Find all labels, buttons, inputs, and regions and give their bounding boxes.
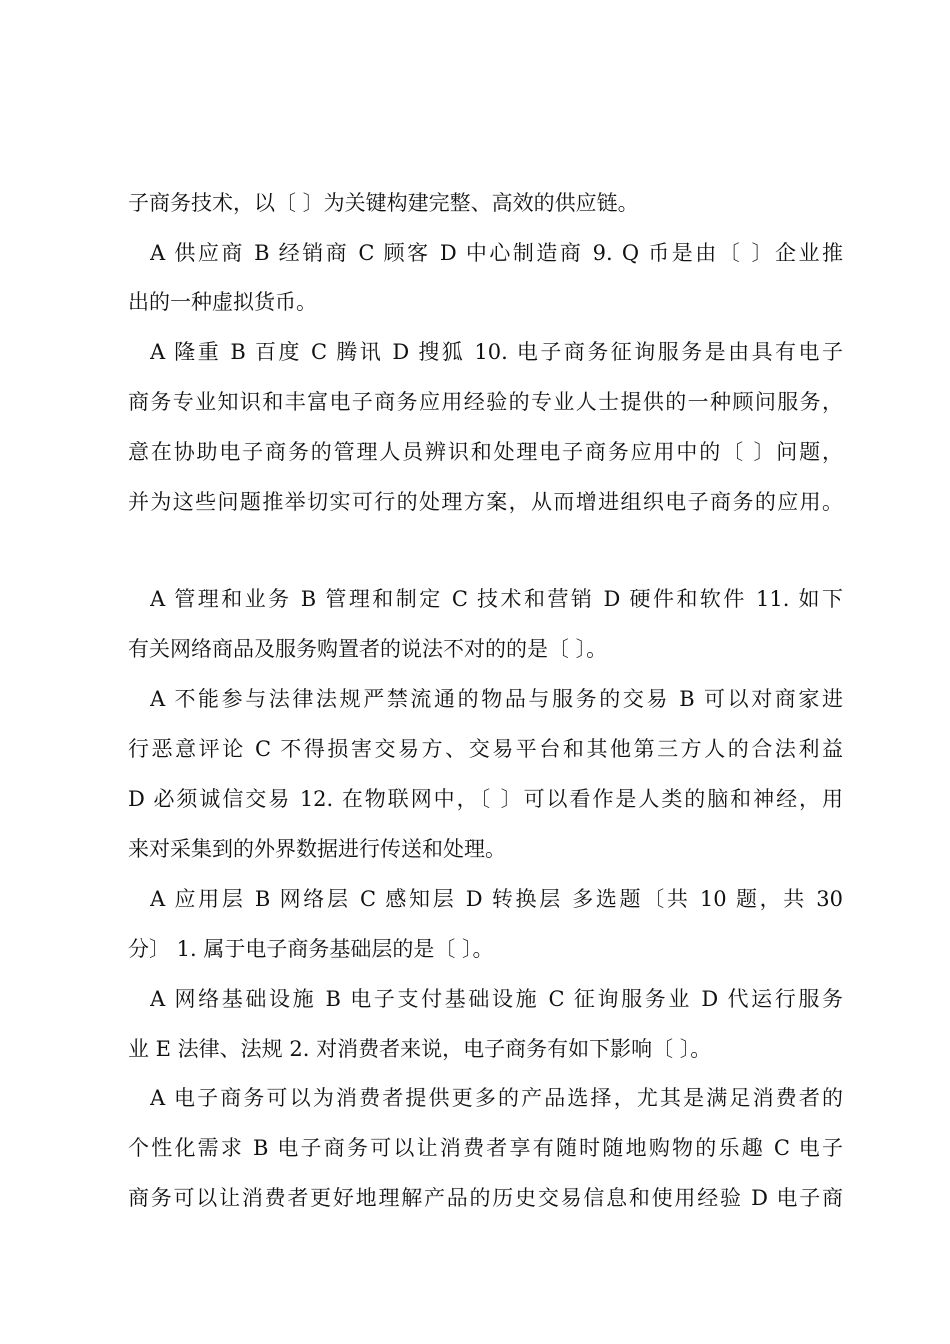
text-line: A 不能参与法律法规严禁流通的物品与服务的交易 B 可以对商家进 [150, 687, 843, 711]
text-line: 个性化需求 B 电子商务可以让消费者享有随时随地购物的乐趣 C 电子 [128, 1136, 843, 1160]
text-line: 出的一种虚拟货币。 [128, 290, 317, 314]
text-line: 意在协助电子商务的管理人员辨识和处理电子商务应用中的〔 〕问题， [128, 440, 843, 464]
text-line: 商务专业知识和丰富电子商务应用经验的专业人士提供的一种顾问服务， [128, 390, 843, 414]
text-line: A 管理和业务 B 管理和制定 C 技术和营销 D 硬件和软件 11. 如下 [150, 587, 843, 611]
text-line: D 必须诚信交易 12. 在物联网中，〔 〕可以看作是人类的脑和神经，用 [128, 787, 843, 811]
text-line: 子商务技术，以〔 〕为关键构建完整、高效的供应链。 [128, 191, 639, 215]
text-line: A 应用层 B 网络层 C 感知层 D 转换层 多选题〔共 10 题，共 30 [150, 887, 843, 911]
text-line: 业 E 法律、法规 2. 对消费者来说，电子商务有如下影响〔 〕。 [128, 1037, 712, 1061]
text-line: 有关网络商品及服务购置者的说法不对的的是〔 〕。 [128, 637, 608, 661]
text-line: 商务可以让消费者更好地理解产品的历史交易信息和使用经验 D 电子商 [128, 1186, 843, 1210]
text-line: A 电子商务可以为消费者提供更多的产品选择，尤其是满足消费者的 [150, 1086, 843, 1110]
text-line: A 供应商 B 经销商 C 顾客 D 中心制造商 9. Q 币是由〔 〕企业推 [150, 241, 843, 265]
text-line: 分〕 1. 属于电子商务基础层的是〔 〕。 [128, 937, 494, 961]
text-line: 行恶意评论 C 不得损害交易方、交易平台和其他第三方人的合法利益 [128, 737, 843, 761]
text-line: A 网络基础设施 B 电子支付基础设施 C 征询服务业 D 代运行服务 [150, 987, 843, 1011]
text-line: 来对采集到的外界数据进行传送和处理。 [128, 837, 506, 861]
text-line: 并为这些问题推举切实可行的处理方案，从而增进组织电子商务的应用。 [128, 490, 843, 514]
text-line: A 隆重 B 百度 C 腾讯 D 搜狐 10. 电子商务征询服务是由具有电子 [150, 340, 843, 364]
